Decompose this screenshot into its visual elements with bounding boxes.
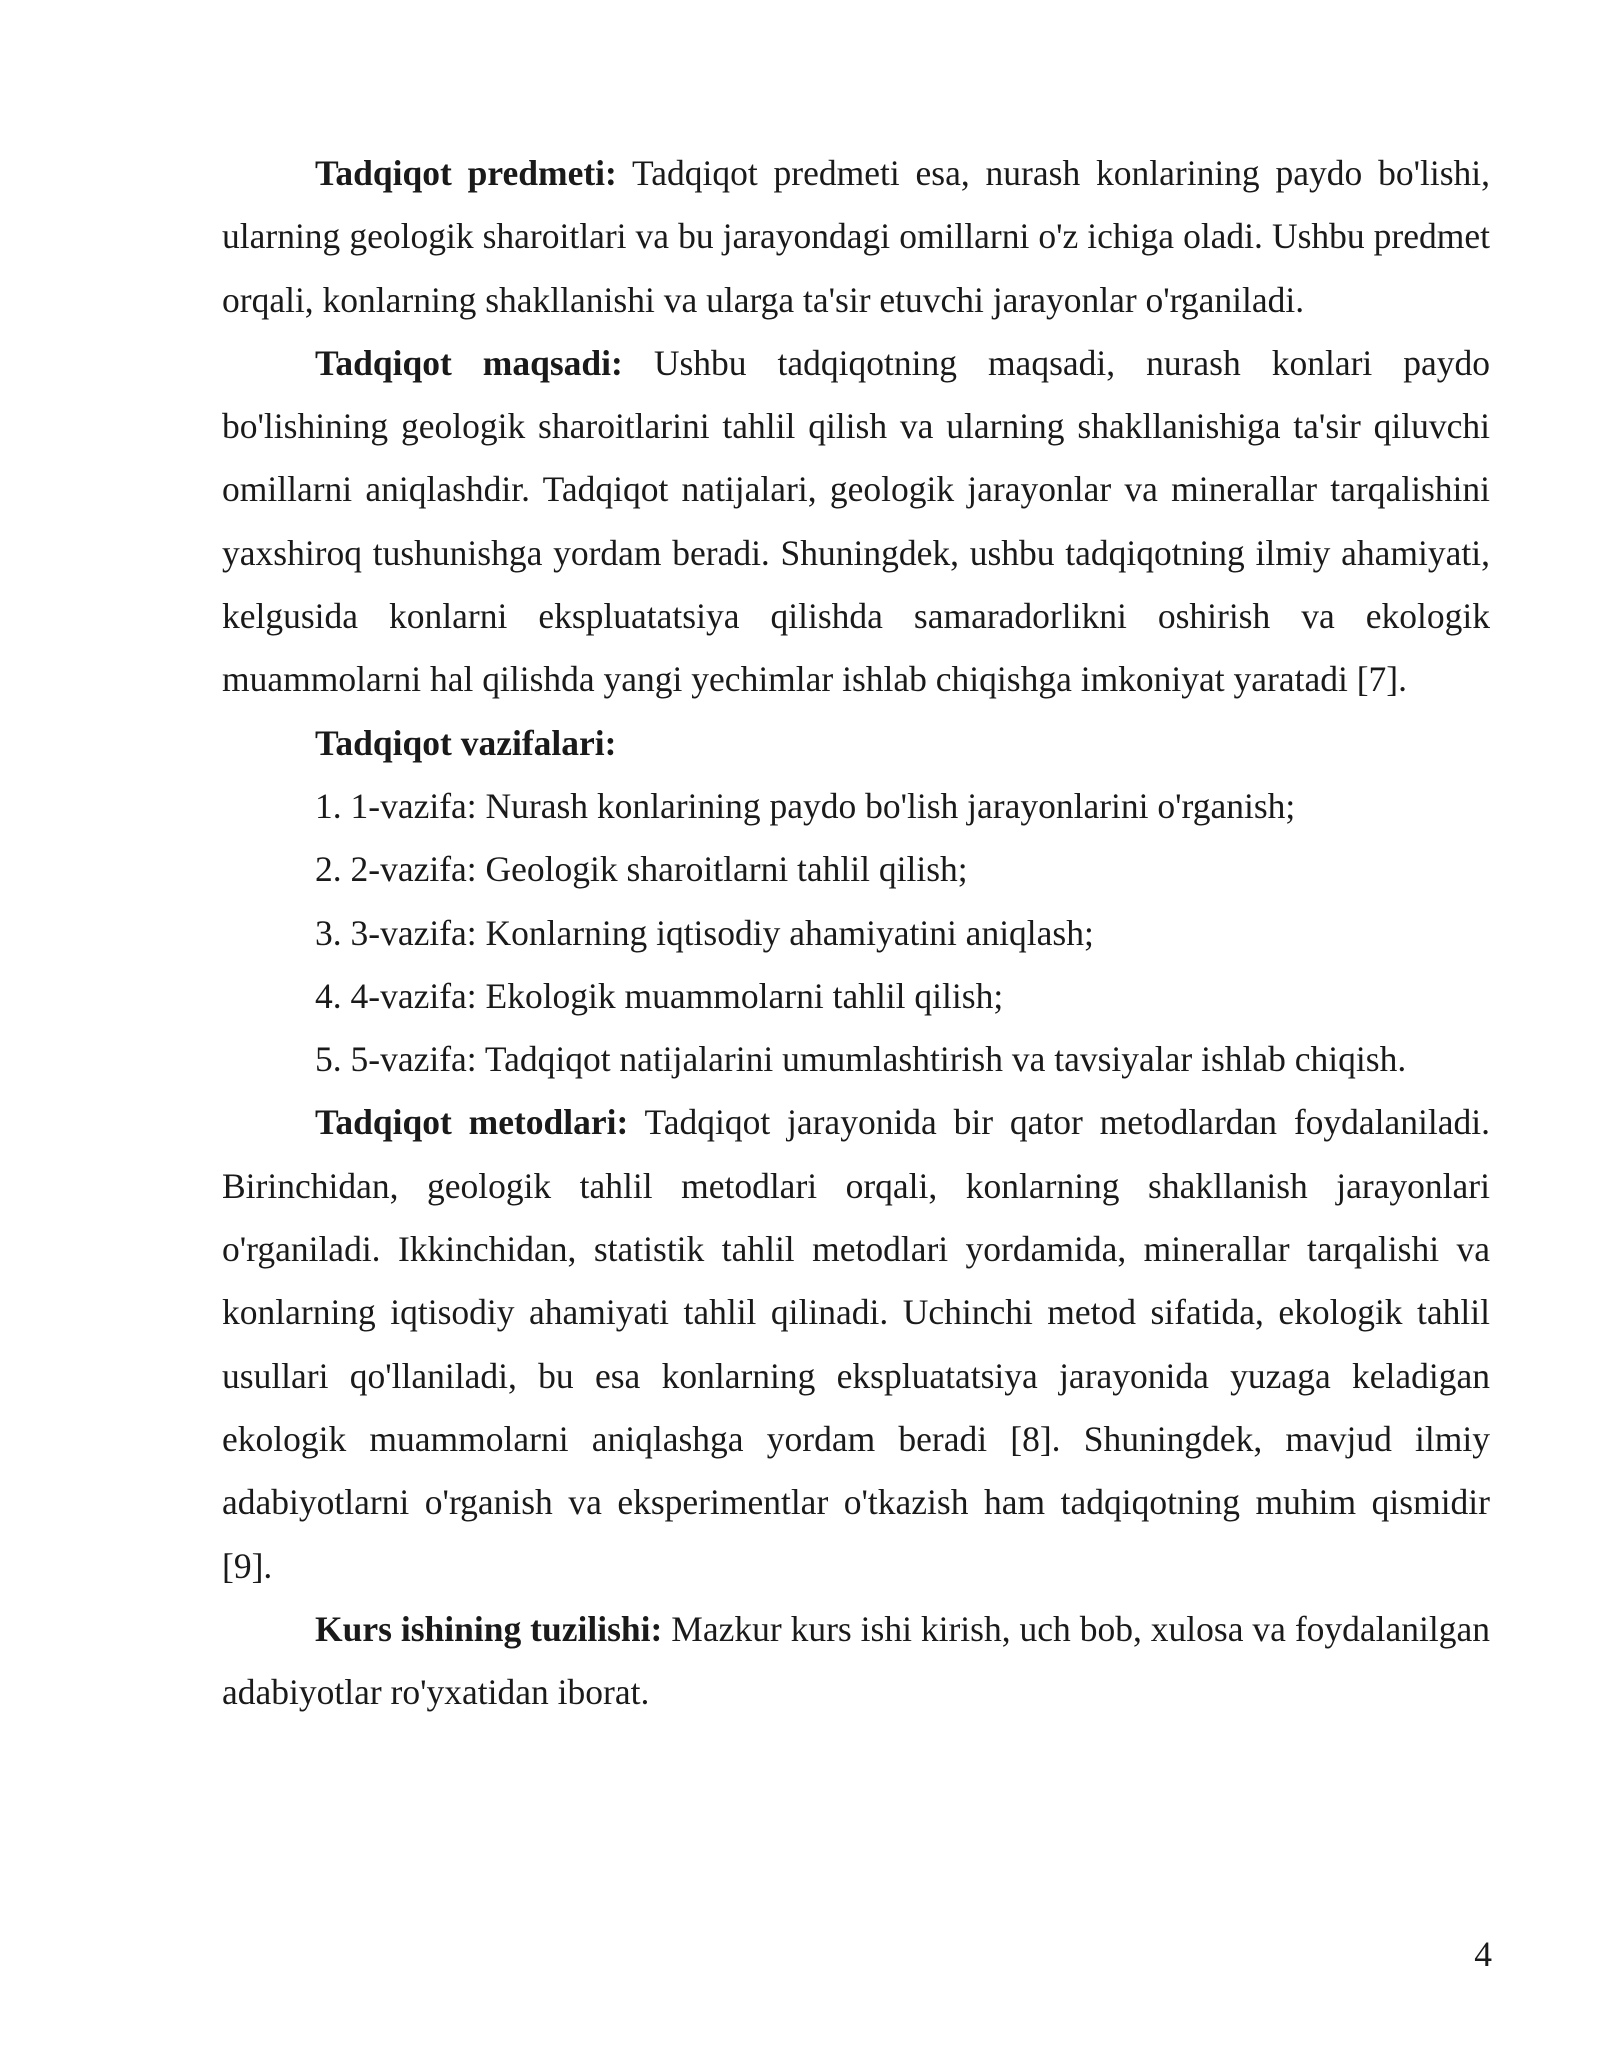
maqsad-label: Tadqiqot maqsadi: [315, 342, 623, 383]
predmet-label: Tadqiqot predmeti: [315, 153, 617, 193]
paragraph-maqsad [222, 332, 1490, 712]
predmet-text: Tadqiqot predmeti esa, nurash konlarining paydo bo'lishi, ularning geologik sharoitlari va bu jarayondagi omillarni o'z ichiga oladi. Ushbu predmet orqali, konlarning shakllanishi va ularga ta'sir etuvchi jarayonlar o'rganiladi. [222, 153, 1491, 320]
paragraph-tuzilish [222, 1598, 1490, 1725]
task-list [222, 775, 1490, 1091]
task-item-2: 2. 2-vazifa: Geologik sharoitlarni tahlil qilish; [315, 849, 968, 890]
metodlar-label: Tadqiqot metodlari: [315, 1102, 629, 1143]
document-page [222, 142, 1490, 1724]
task-item-3: 3. 3-vazifa: Konlarning iqtisodiy ahamiyatini aniqlash; [315, 912, 1094, 953]
tuzilish-text: Mazkur kurs ishi kirish, uch bob, xulosa va foydalanilgan adabiyotlar ro'yxatidan iborat. [222, 1608, 1490, 1713]
task-item-5: 5. 5-vazifa: Tadqiqot natijalarini umumlashtirish va tavsiyalar ishlab chiqish. [315, 1039, 1407, 1080]
tuzilish-label: Kurs ishining tuzilishi: [315, 1608, 663, 1649]
page-number: 4 [1474, 1934, 1492, 1974]
task-item-4: 4. 4-vazifa: Ekologik muammolarni tahlil qilish; [315, 975, 1004, 1016]
vazifalar-heading: Tadqiqot vazifalari: [315, 722, 617, 763]
paragraph-metodlar [222, 1091, 1490, 1597]
task-item-1: 1. 1-vazifa: Nurash konlarining paydo bo'lish jarayonlarini o'rganish; [315, 785, 1296, 826]
paragraph-predmet [222, 142, 1490, 332]
metodlar-text: Tadqiqot jarayonida bir qator metodlardan foydalaniladi. Birinchidan, geologik tahlil metodlari orqali, konlarning shakllanish jarayonlari o'rganiladi. Ikkinchidan, statistik tahlil metodlari yordamida, minerallar tarqalishi va konlarning iqtisodiy ahamiyati tahlil qilinadi. Uchinchi metod sifatida, ekologik tahlil usullari qo'llaniladi, bu esa konlarning ekspluatatsiya jarayonida yuzaga keladigan ekologik muammolarni aniqlashga yordam beradi [8]. Shuningdek, mavjud ilmiy adabiyotlarni o'rganish va eksperimentlar o'tkazish ham tadqiqotning muhim qismidir [9]. [222, 1102, 1490, 1586]
maqsad-text: Ushbu tadqiqotning maqsadi, nurash konlari paydo bo'lishining geologik sharoitlarini tahlil qilish va ularning shakllanishiga ta'sir qiluvchi omillarni aniqlashdir. Tadqiqot natijalari, geologik jarayonlar va minerallar tarqalishini yaxshiroq tushunishga yordam beradi. Shuningdek, ushbu tadqiqotning ilmiy ahamiyati, kelgusida konlarni ekspluatatsiya qilishda samaradorlikni oshirish va ekologik muammolarni hal qilishda yangi yechimlar ishlab chiqishga imkoniyat yaratadi [7]. [222, 342, 1490, 700]
